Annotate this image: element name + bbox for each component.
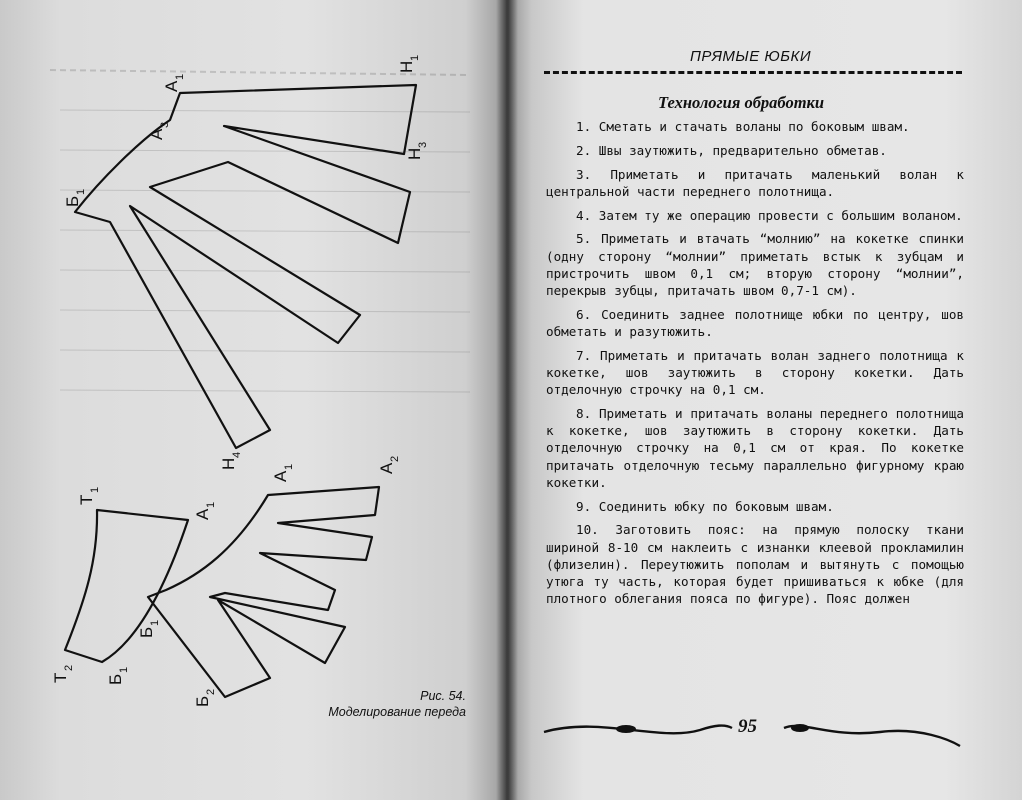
label-b2: Б xyxy=(193,695,212,707)
label-a1-br-sub: 1 xyxy=(283,463,295,470)
paragraph-2: 2. Швы заутюжить, предварительно обметав. xyxy=(576,142,887,158)
label-a2-sub: 2 xyxy=(389,455,401,462)
figure-title: Моделирование переда xyxy=(328,705,466,719)
book-gutter-shadow xyxy=(496,0,518,800)
label-a1-top-sub: 1 xyxy=(174,73,186,80)
label-h3-sub: 3 xyxy=(417,141,429,148)
label-b1-top-sub: 1 xyxy=(75,188,87,195)
paragraph-7: 7. Приметать и притачать волан заднего полотнища к кокетке, шов заутюжить в сторону кокетки. Дать отделочную строчку на 0,1 см. xyxy=(546,347,964,398)
paragraph-9: 9. Соединить юбку по боковым швам. xyxy=(576,498,834,514)
label-b1-low-sub: 1 xyxy=(118,666,130,673)
header-dashed-rule xyxy=(544,71,962,74)
section-title: Технология обработки xyxy=(658,93,825,112)
label-a1-mid: А xyxy=(193,508,212,520)
figure-caption xyxy=(328,688,466,720)
label-b1-top: Б xyxy=(63,195,82,207)
label-b2-sub: 2 xyxy=(205,688,217,695)
label-h4: Н xyxy=(219,457,238,470)
label-a3: А xyxy=(147,128,166,140)
skirt-pattern-figure xyxy=(0,0,506,800)
paragraph-3: 3. Приметать и притачать маленький волан к центральной части переднего полотнища. xyxy=(546,166,964,199)
yoke-outline xyxy=(65,510,188,662)
label-t2: Т xyxy=(51,672,70,683)
left-page xyxy=(0,0,506,800)
paragraph-1: 1. Сметать и стачать воланы по боковым швам. xyxy=(576,119,910,134)
label-a1-mid-sub: 1 xyxy=(205,501,217,508)
paragraph-10: 10. Заготовить пояс: на прямую полоску ткани шириной 8-10 см наклеить с изнанки клеевой прокламилин (флизелин). Переутюжить пополам и вытянуть с помощью утюга ту часть, которая будет пришиваться к юбке (для плотного облегания пояса по фигуре). Пояс должен xyxy=(546,522,964,607)
label-h4-sub: 4 xyxy=(231,451,243,458)
paragraph-5: 5. Приметать и втачать “молнию” на кокетке спинки (одну сторону “молнии” приметать встык к зубцам и пристрочить швом 0,1 см; вторую сторону “молнии”, перекрыв зубцы, притачать швом 0,7-1 см). xyxy=(546,231,964,298)
paragraph-6: 6. Соединить заднее полотнище юбки по центру, шов обметать и разутюжить. xyxy=(546,306,964,339)
label-h1: Н xyxy=(397,60,416,73)
running-head: ПРЯМЫЕ ЮБКИ xyxy=(690,48,812,65)
figure-number: Рис. 54. xyxy=(420,689,466,703)
label-t1: Т xyxy=(77,494,96,505)
label-a2: А xyxy=(377,462,396,474)
label-a3-sub: 3 xyxy=(159,121,171,128)
label-b1-br-sub: 1 xyxy=(149,619,161,626)
label-a1-top: А xyxy=(162,80,181,92)
label-t2-sub: 2 xyxy=(63,664,75,671)
label-h1-sub: 1 xyxy=(409,54,421,61)
label-t1-sub: 1 xyxy=(89,486,101,493)
page-number: 95 xyxy=(738,716,757,737)
label-h3: Н xyxy=(405,147,424,160)
upper-flounce-outline xyxy=(75,85,416,448)
label-a1-br: А xyxy=(271,470,290,482)
label-b1-low: Б xyxy=(106,673,125,685)
label-b1-br: Б xyxy=(137,626,156,638)
paragraph-8: 8. Приметать и притачать воланы переднего полотнища к кокетке, шов заутюжить в сторону кокетки. Дать отделочную строчку на 0,1 см от края. По кокетке притачать отделочную тесьму параллельно фигурному краю кокетки. xyxy=(546,406,964,490)
paragraph-4: 4. Затем ту же операцию провести с большим воланом. xyxy=(576,207,963,223)
instructions-body xyxy=(546,118,964,614)
